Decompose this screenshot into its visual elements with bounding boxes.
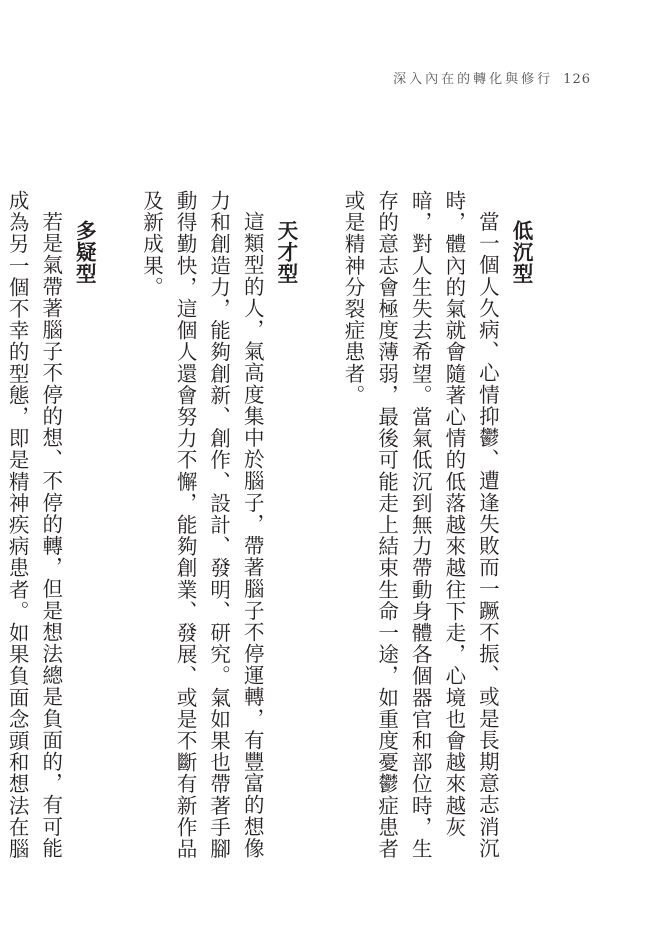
section-suspicious (0, 190, 100, 870)
section-low-spirited (335, 190, 537, 870)
book-title: 深入內在的轉化與修行 (393, 72, 554, 87)
section-paragraph: 若是氣帶著腦子不停的想、不停的轉，但是想法總是負面的，有可能成為另一個不幸的型態，即是精神疾病患者。如果負面念頭和想法在腦 (5, 190, 63, 860)
section-heading: 低沉型 (509, 220, 533, 285)
section-paragraph: 當一個人久病、心情抑鬱、遭逢失敗而一蹶不振、或是長期意志消沉時，體內的氣就會隨著心情的低落越來越往下走，心境也會越來越灰暗，對人生失去希望。當氣低沉到無力帶動身體各個器官和部位時，生存的意志會極度薄弱，最後可能走上結束生命一途，如重度憂鬱症患者或是精神分裂症患者。 (341, 190, 500, 860)
page-number: 126 (563, 72, 591, 87)
running-header (393, 68, 591, 87)
section-genius (134, 190, 302, 870)
section-heading: 天才型 (273, 220, 298, 285)
section-paragraph: 這類型的人，氣高度集中於腦子，帶著腦子不停運轉，有豐富的想像力和創造力，能夠創新、創作、設計、發明、研究。氣如果也帶著手腳動得勤快，這個人還會努力不懈，能夠創業、發展、或是不斷有新作品及新成果。 (139, 190, 265, 860)
vertical-body-text (0, 190, 537, 870)
section-heading: 多疑型 (72, 220, 97, 285)
